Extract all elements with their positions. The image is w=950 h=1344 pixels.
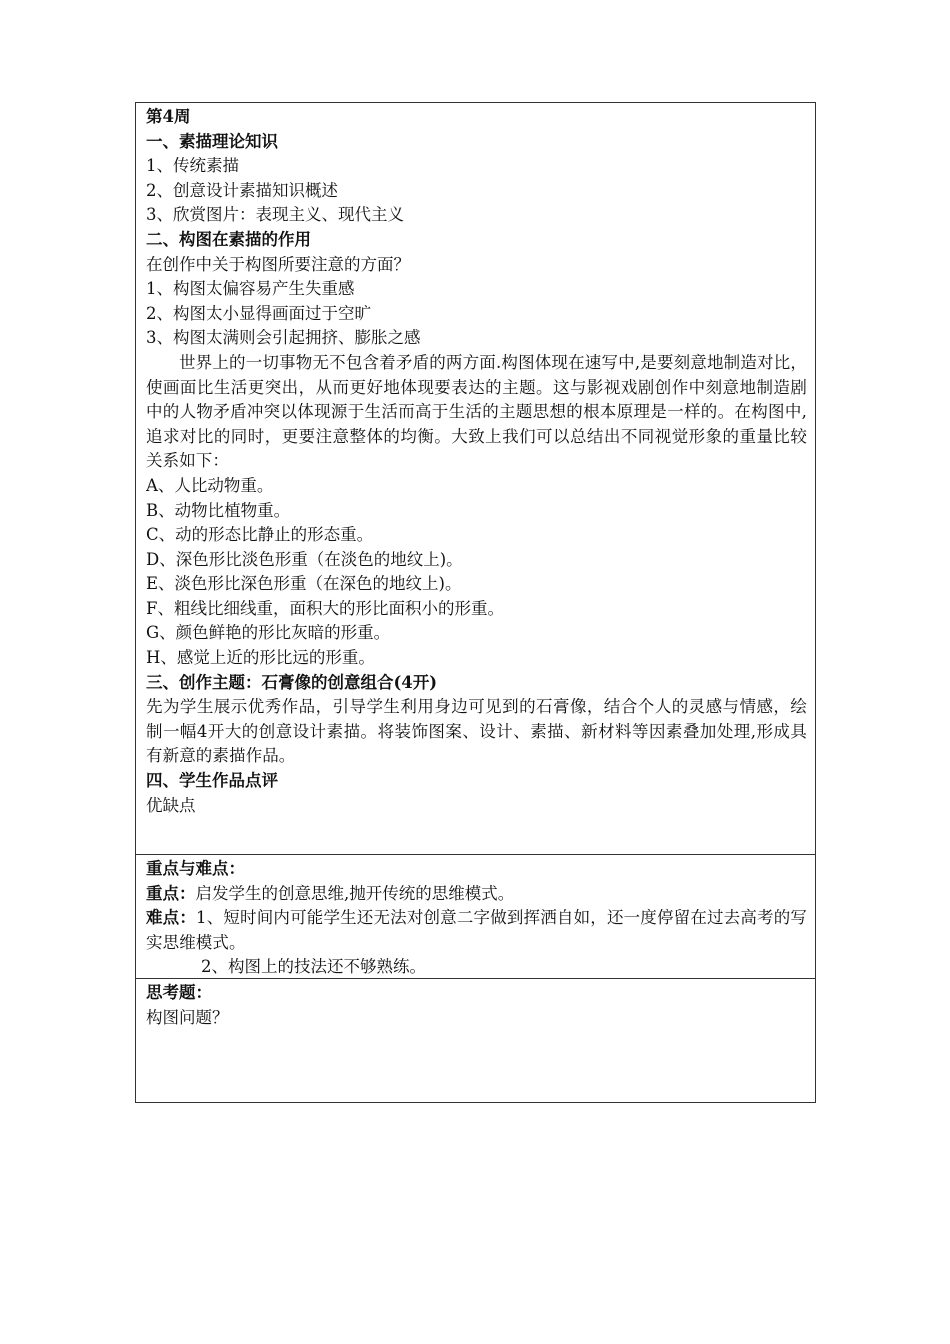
difficulty-text-2: 2、构图上的技法还不够熟练。 xyxy=(201,957,426,977)
questions-heading: 思考题： xyxy=(146,983,212,1002)
section1-item: 3、欣赏图片：表现主义、现代主义 xyxy=(146,205,404,225)
weight-item: B、动物比植物重。 xyxy=(146,500,291,520)
section1-item: 2、创意设计素描知识概述 xyxy=(146,180,338,200)
section2-item: 1、构图太偏容易产生失重感 xyxy=(146,279,355,299)
focus-label: 重点： xyxy=(146,883,196,903)
weight-item: A、人比动物重。 xyxy=(146,475,274,495)
section4-heading: 四、学生作品点评 xyxy=(146,771,278,791)
weight-item: F、粗线比细线重，面积大的形比面积小的形重。 xyxy=(146,598,504,618)
lesson-content-cell xyxy=(136,103,815,854)
section1-heading: 一、素描理论知识 xyxy=(146,131,278,151)
week-title: 第4周 xyxy=(146,107,191,126)
section2-item: 2、构图太小显得画面过于空旷 xyxy=(146,303,371,323)
focus-line xyxy=(146,882,807,907)
weight-item: G、颜色鲜艳的形比灰暗的形重。 xyxy=(146,623,391,643)
weight-item: D、深色形比淡色形重（在淡色的地纹上)。 xyxy=(146,549,463,569)
composition-paragraph: 世界上的一切事物无不包含着矛盾的两方面.构图体现在速写中,是要刻意地制造对比，使画面比生活更突出，从而更好地体现要表达的主题。这与影视戏剧创作中刻意地制造剧中的人物矛盾冲突以体现源于生活而高于生活的主题思想的根本原理是一样的。在构图中,追求对比的同时，更要注意整体的均衡。大致上我们可以总结出不同视觉形象的重量比较关系如下： xyxy=(146,352,807,471)
focus-text: 启发学生的创意思维,抛开传统的思维模式。 xyxy=(195,883,515,903)
section2-item: 3、构图太满则会引起拥挤、膨胀之感 xyxy=(146,328,421,348)
section2-intro: 在创作中关于构图所要注意的方面？ xyxy=(146,254,410,274)
section3-paragraph: 先为学生展示优秀作品，引导学生利用身边可见到的石膏像，结合个人的灵感与情感，绘制一幅4开大的创意设计素描。将装饰图案、设计、素描、新材料等因素叠加处理,形成具有新意的素描作品。 xyxy=(146,697,807,766)
questions-cell xyxy=(136,978,815,1102)
questions-text: 构图问题？ xyxy=(146,1007,229,1027)
key-points-heading: 重点与难点： xyxy=(146,859,245,878)
weight-item: C、动的形态比静止的形态重。 xyxy=(146,525,374,545)
section1-item: 1、传统素描 xyxy=(146,156,239,176)
section3-heading: 三、创作主题：石膏像的创意组合(4开) xyxy=(146,672,438,692)
lesson-plan-table xyxy=(135,102,816,1103)
weight-item: E、淡色形比深色形重（在深色的地纹上)。 xyxy=(146,574,462,594)
section2-heading: 二、构图在素描的作用 xyxy=(146,229,311,249)
difficulty-line xyxy=(146,906,807,955)
difficulty-text: 1、短时间内可能学生还无法对创意二字做到挥洒自如，还一度停留在过去高考的写实思维模式。 xyxy=(146,908,807,952)
difficulty-label: 难点： xyxy=(146,908,197,928)
weight-item: H、感觉上近的形比远的形重。 xyxy=(146,648,375,668)
section4-text: 优缺点 xyxy=(146,795,196,815)
key-points-cell xyxy=(136,854,815,978)
